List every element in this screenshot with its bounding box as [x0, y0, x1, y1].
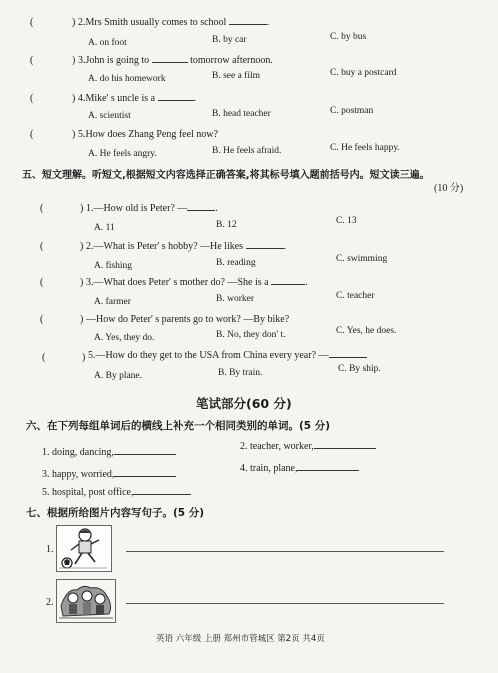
option-b: B. No, they don' t. [216, 330, 286, 340]
option-c: C. swimming [336, 254, 388, 264]
question-text: 5.—How do they get to the USA from China every year? — [88, 350, 367, 361]
option-a: A. do his homework [88, 74, 166, 84]
answer-blank[interactable] [246, 248, 284, 249]
option-c: C. by bus [330, 32, 367, 42]
answer-blank[interactable] [152, 62, 188, 63]
answer-bracket[interactable]: ( [42, 352, 46, 363]
question-text: 3.John is going to tomorrow afternoon. [78, 55, 273, 66]
boy-football-image [57, 526, 111, 571]
option-a: A. fishing [94, 261, 132, 271]
option-b: B. by car [212, 35, 247, 45]
answer-bracket[interactable]: ( [30, 93, 34, 104]
answer-blank[interactable] [158, 100, 194, 101]
option-b: B. head teacher [212, 109, 271, 119]
picture-family-outing [56, 579, 116, 623]
option-b: B. worker [216, 294, 254, 304]
option-c: C. 13 [336, 216, 357, 226]
question-text: 3.—What does Peter' s mother do? —She is a . [86, 277, 308, 288]
option-a: A. farmer [94, 297, 131, 307]
answer-blank[interactable] [314, 448, 376, 449]
option-c: C. buy a postcard [330, 68, 397, 78]
option-c: C. teacher [336, 291, 375, 301]
question-text: —How do Peter' s parents go to work? —By bike? [86, 314, 290, 325]
option-a: A. By plane. [94, 371, 143, 381]
answer-bracket[interactable]: ( [40, 314, 44, 325]
option-a: A. He feels angry. [88, 149, 157, 159]
answer-blank[interactable] [114, 476, 176, 477]
answer-blank[interactable] [114, 454, 176, 455]
option-c: C. He feels happy. [330, 143, 400, 153]
question-text: 2.Mrs Smith usually comes to school . [78, 17, 270, 28]
section-title: 五、短文理解。听短文,根据短文内容选择正确答案,将其标号填入题前括号内。短文读三遍。 [22, 170, 430, 181]
option-a: A. scientist [88, 111, 131, 121]
option-b: B. By train. [218, 368, 263, 378]
page-footer: 英语 六年级 上册 郑州市管城区 第2页 共4页 [156, 634, 325, 644]
item-number: 1. [46, 544, 54, 555]
question-text: 2.—What is Peter' s hobby? —He likes . [86, 241, 287, 252]
written-section-title: 笔试部分(60 分) [196, 396, 292, 411]
option-b: B. see a film [212, 71, 261, 81]
answer-bracket[interactable]: ( [30, 129, 34, 140]
picture-boy-playing-football [56, 525, 112, 572]
option-a: A. Yes, they do. [94, 333, 155, 343]
option-b: B. 12 [216, 220, 237, 230]
section-score: (10 分) [434, 183, 464, 194]
section-title: 六、在下列每组单词后的横线上补充一个相同类别的单词。(5 分) [26, 420, 331, 432]
word-group-5: 5. hospital, post office, [42, 487, 191, 498]
option-b: B. He feels afraid. [212, 146, 282, 156]
answer-blank[interactable] [297, 470, 359, 471]
answer-blank[interactable] [271, 284, 305, 285]
option-c: C. By ship. [338, 364, 381, 374]
word-group-3: 3. happy, worried, [42, 469, 176, 480]
answer-blank[interactable] [133, 494, 191, 495]
answer-line-2[interactable] [126, 603, 444, 604]
question-text: 5.How does Zhang Peng feel now? [78, 129, 218, 140]
option-a: A. 11 [94, 223, 115, 233]
option-b: B. reading [216, 258, 256, 268]
answer-bracket[interactable]: ( [40, 203, 44, 214]
word-group-2: 2. teacher, worker, [240, 441, 376, 452]
question-text: 4.Mike' s uncle is a . [78, 93, 197, 104]
answer-bracket[interactable]: ( [30, 17, 34, 28]
option-a: A. on foot [88, 38, 127, 48]
family-image [57, 580, 115, 622]
question-text: 1.—How old is Peter? — . [86, 203, 218, 214]
answer-bracket[interactable]: ( [40, 277, 44, 288]
answer-blank[interactable] [187, 210, 215, 211]
answer-blank[interactable] [329, 357, 367, 358]
answer-bracket[interactable]: ( [40, 241, 44, 252]
option-c: C. postman [330, 106, 374, 116]
option-c: C. Yes, he does. [336, 326, 397, 336]
word-group-4: 4. train, plane, [240, 463, 359, 474]
item-number: 2. [46, 597, 54, 608]
section-title: 七、根据所给图片内容写句子。(5 分) [26, 507, 205, 519]
answer-line-1[interactable] [126, 551, 444, 552]
answer-bracket[interactable]: ( [30, 55, 34, 66]
word-group-1: 1. doing, dancing, [42, 447, 176, 458]
answer-blank[interactable] [229, 24, 267, 25]
